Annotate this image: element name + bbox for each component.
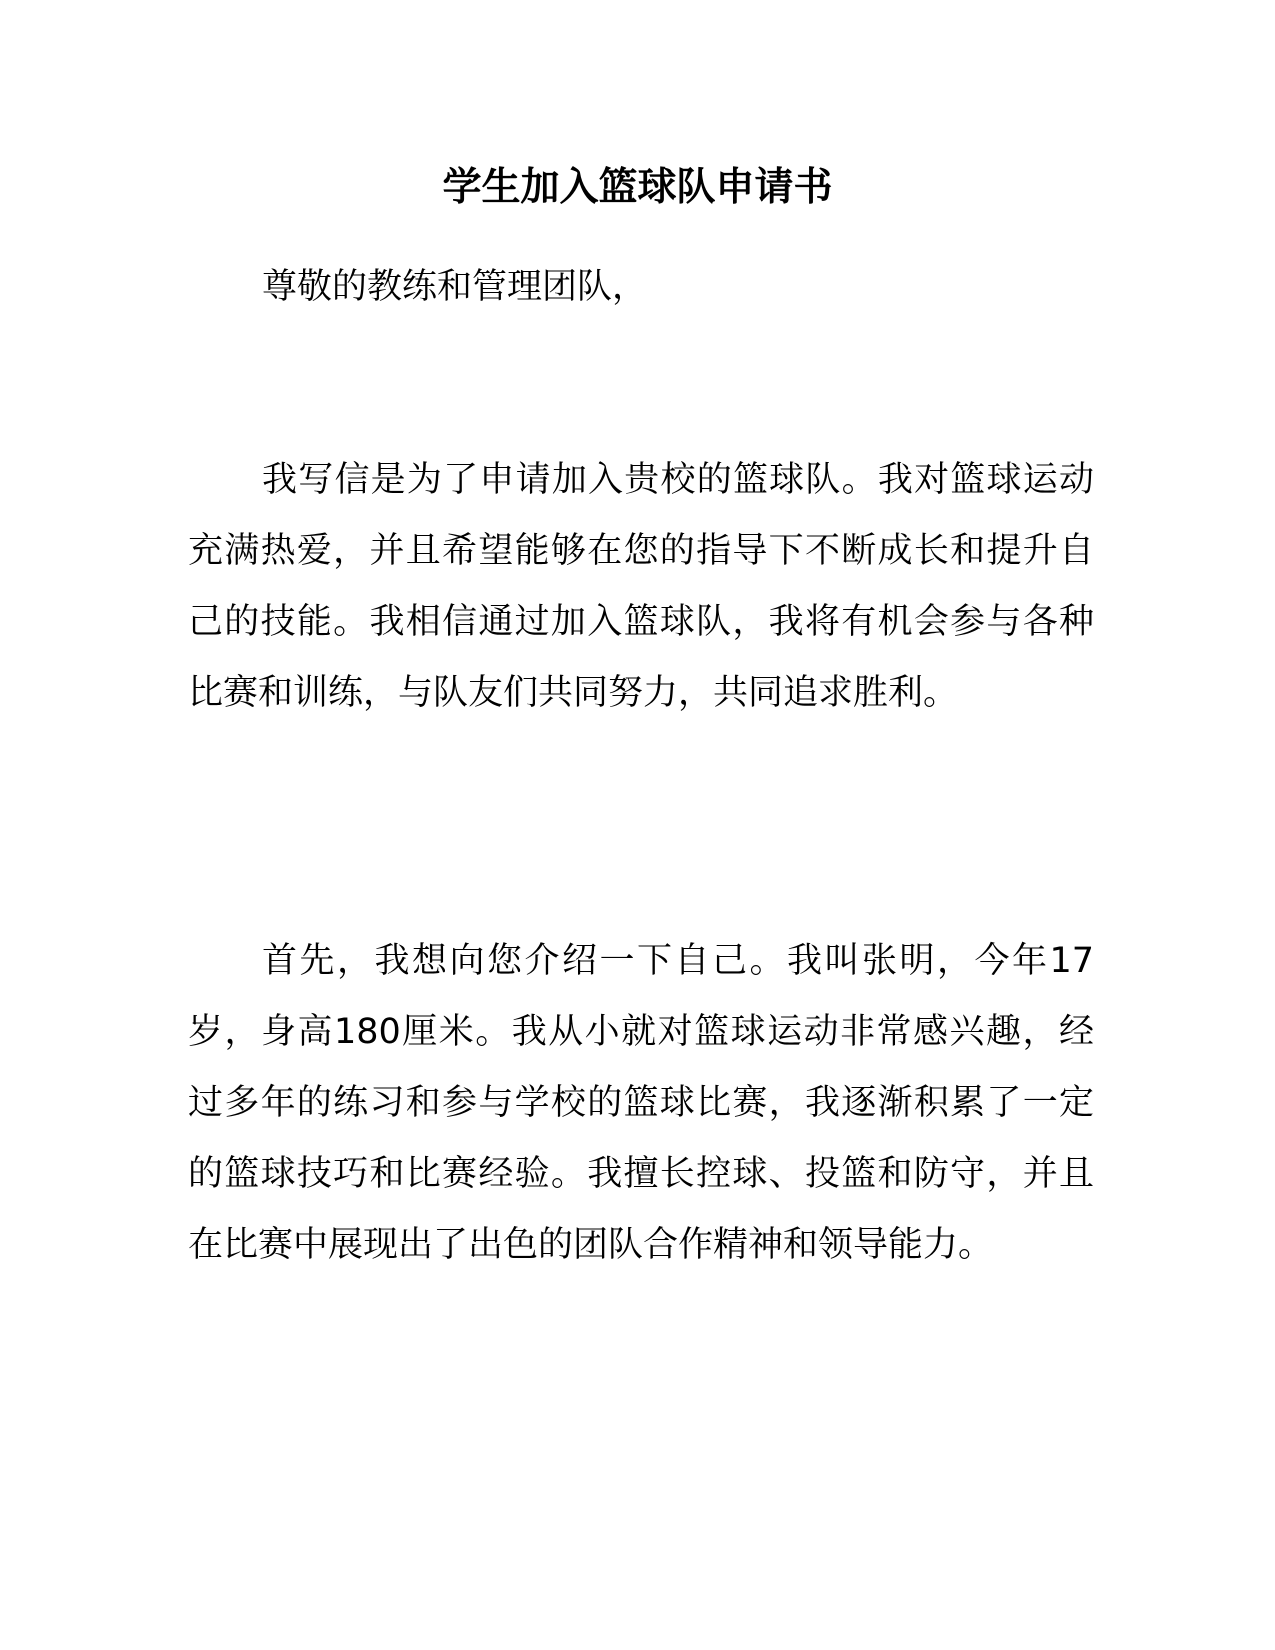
paragraph-application: 我写信是为了申请加入贵校的篮球队。我对篮球运动充满热爱，并且希望能够在您的指导下不断成长和提升自己的技能。我相信通过加入篮球队，我将有机会参与各种比赛和训练，与队友们共同努力，共同追求胜利。 (188, 460, 1094, 713)
salutation: 尊敬的教练和管理团队， (262, 267, 648, 307)
paragraph-introduction: 首先，我想向您介绍一下自己。我叫张明，今年17岁，身高180厘米。我从小就对篮球运动非常感兴趣，经过多年的练习和参与学校的篮球比赛，我逐渐积累了一定的篮球技巧和比赛经验。我擅长控球、投篮和防守，并且在比赛中展现出了出色的团队合作精神和领导能力。 (188, 941, 1094, 1265)
document-title: 学生加入篮球队申请书 (442, 165, 833, 210)
